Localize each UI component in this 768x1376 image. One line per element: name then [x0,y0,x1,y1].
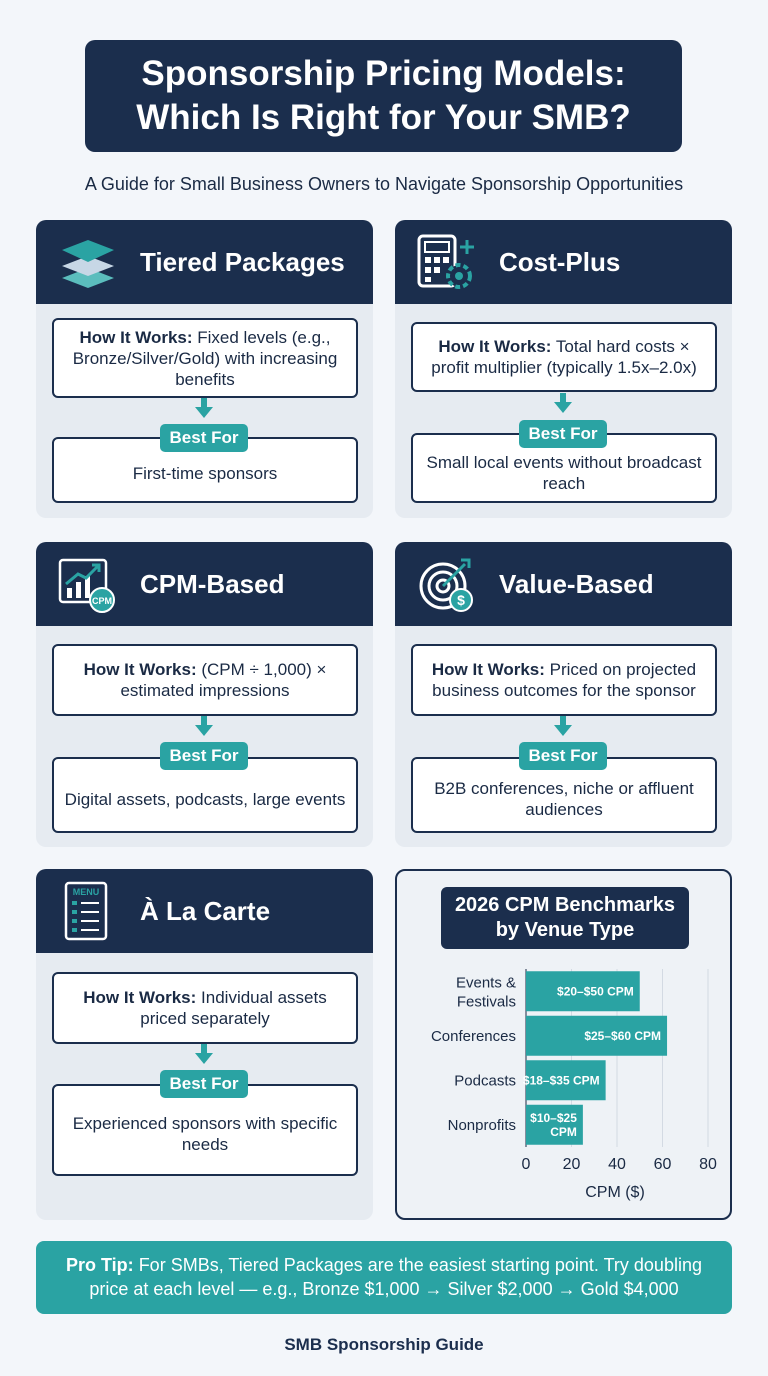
menu-list-icon [56,879,120,943]
how-it-works-box [411,322,717,392]
best-for-badge: Best For [160,742,248,770]
card-header [395,220,732,304]
pro-tip-label: Pro Tip: [66,1255,134,1275]
cpm-benchmark-panel [395,869,732,1220]
how-text: Fixed levels (e.g., Bronze/Silver/Gold) with increasing benefits [72,327,338,389]
svg-text:$: $ [457,592,465,608]
how-text: Priced on projected business outcomes for the sponsor [432,660,697,700]
how-label: How It Works: [79,327,193,347]
how-text: (CPM ÷ 1,000) × estimated impressions [120,660,327,700]
menu-icon-text: MENU [72,887,100,897]
layers-icon [56,230,120,294]
x-tick-label: 0 [521,1156,531,1173]
card-header [36,869,373,953]
card-title: Cost-Plus [499,246,621,277]
title-line-1: Sponsorship Pricing Models: [141,54,626,93]
x-tick-label: 40 [608,1156,626,1173]
how-text: Total hard costs × profit multiplier (typically 1.5x–2.0x) [431,337,697,377]
category-label: Conferences [430,1027,516,1045]
calculator-gear-icon [415,230,479,294]
how-label: How It Works: [431,660,545,679]
card-cpm-based [36,542,373,847]
down-arrow-icon [194,716,214,738]
card-title: Tiered Packages [140,246,345,277]
target-dollar-icon [415,552,479,616]
card-title: À La Carte [140,895,271,926]
card-title: Value-Based [499,568,654,599]
best-for-badge: Best For [519,420,607,448]
down-arrow-icon [194,1044,214,1066]
best-for-text: Small local events without broadcast reach [426,453,702,493]
card-a-la-carte [36,869,373,1220]
best-for-badge: Best For [160,1070,248,1098]
best-for-text: B2B conferences, niche or affluent audiences [434,779,694,819]
chart-title-line-2: by Venue Type [495,919,635,941]
how-it-works-box [411,644,717,716]
x-tick-label: 20 [562,1156,581,1173]
card-cost-plus [395,220,732,518]
card-header [395,542,732,626]
card-tiered-packages [36,220,373,518]
card-title: CPM-Based [140,568,285,599]
best-for-text: First-time sponsors [132,463,278,483]
growth-chart-cpm-icon [56,552,120,616]
best-for-text: Digital assets, podcasts, large events [64,789,346,809]
pro-tip-text-1: For SMBs, Tiered Packages are the easiest starting point. Try doubling [138,1255,702,1275]
pro-tip-banner [36,1241,732,1314]
best-for-text: Experienced sponsors with specific needs [72,1114,338,1154]
bar-data-label: $20–$50 CPM [557,984,634,999]
pro-tip-text-2: price at each level — e.g., Bronze $1,000 → Silver $2,000 → Gold $4,000 [89,1279,679,1299]
down-arrow-icon [553,716,573,738]
bar-data-label: $10–$25 CPM [530,1110,577,1139]
category-label: Nonprofits [447,1116,516,1134]
down-arrow-icon [553,393,573,415]
x-tick-label: 60 [653,1156,672,1173]
best-for-badge: Best For [519,742,607,770]
how-it-works-box [52,972,358,1044]
bar-data-label: $18–$35 CPM [522,1073,600,1088]
how-label: How It Works: [83,660,197,679]
card-header [36,220,373,304]
how-label: How It Works: [83,988,197,1007]
card-header [36,542,373,626]
how-it-works-box [52,318,358,398]
footer: SMB Sponsorship Guide [284,1335,484,1354]
card-value-based [395,542,732,847]
x-axis-label: CPM ($) [585,1184,645,1201]
how-it-works-box [52,644,358,716]
x-tick-label: 80 [699,1156,717,1173]
how-label: How It Works: [438,337,552,356]
title-banner [85,40,682,152]
subtitle: A Guide for Small Business Owners to Navigate Sponsorship Opportunities [84,174,684,194]
down-arrow-icon [194,398,214,420]
category-label: Events & Festivals [455,974,516,1011]
chart-title-line-1: 2026 CPM Benchmarks [454,894,676,916]
cpm-bar-chart [397,871,730,1218]
best-for-badge: Best For [160,424,248,452]
how-text: Individual assets priced separately [140,988,327,1028]
cpm-icon-text: CPM [92,596,112,606]
category-label: Podcasts [454,1072,516,1090]
bar-data-label: $25–$60 CPM [584,1028,662,1043]
title-line-2: Which Is Right for Your SMB? [136,98,631,137]
